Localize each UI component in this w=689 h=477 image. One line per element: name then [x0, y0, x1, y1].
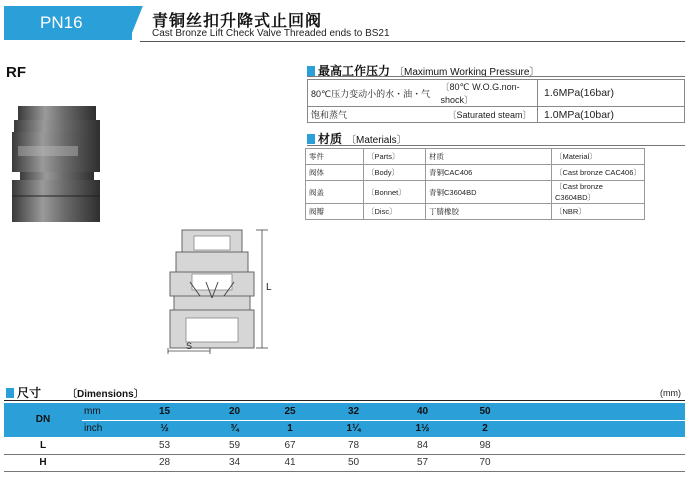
part-cell: 阀瓣 [306, 204, 364, 220]
inch-cell: ½ [122, 420, 207, 437]
dn-label: DN [4, 403, 82, 437]
section-marker-icon [6, 388, 14, 398]
model-code: RF [6, 64, 26, 81]
part-en-cell: 〔Bonnet〕 [364, 181, 426, 204]
pressure-divider [307, 76, 685, 77]
dimensions-title-zh: 尺寸 [17, 386, 42, 400]
l-cell: 67 [262, 437, 318, 454]
inch-cell: 1½ [389, 420, 456, 437]
part-cell: 阀体 [306, 165, 364, 181]
material-cell: 材质 [426, 149, 552, 165]
inch-cell: 2 [456, 420, 514, 437]
material-en-cell: 〔Cast bronze CAC406〕 [552, 165, 645, 181]
materials-title-zh: 材质 [318, 132, 343, 146]
l-cell: 98 [456, 437, 514, 454]
table-row [306, 149, 645, 165]
table-row [4, 437, 685, 454]
material-en-cell: 〔NBR〕 [552, 204, 645, 220]
dimensions-table [4, 403, 685, 472]
table-row [4, 403, 685, 420]
product-title: 青铜丝扣升降式止回阀 [152, 13, 323, 30]
pressure-value: 1.0MPa(10bar) [538, 107, 685, 123]
pressure-class-tab: PN16 [4, 6, 132, 40]
table-row [306, 165, 645, 181]
empty-cell [514, 420, 685, 437]
dimensions-divider [4, 400, 685, 401]
l-cell: 53 [122, 437, 207, 454]
h-cell: 50 [318, 454, 389, 471]
material-cell: 青铜CAC406 [426, 165, 552, 181]
pressure-value: 1.6MPa(16bar) [538, 80, 685, 107]
l-label: L [4, 437, 82, 454]
empty-cell [82, 437, 122, 454]
h-label: H [4, 454, 82, 471]
part-cell: 阀盖 [306, 181, 364, 204]
pressure-table [307, 79, 685, 123]
pressure-title-zh: 最高工作压力 [318, 64, 391, 78]
empty-cell [82, 454, 122, 471]
section-marker-icon [307, 134, 315, 144]
dimension-label-s: S [186, 341, 193, 351]
materials-table [305, 148, 645, 220]
product-subtitle: Cast Bronze Lift Check Valve Threaded ends to BS21 [152, 28, 390, 39]
l-cell: 78 [318, 437, 389, 454]
table-row [306, 181, 645, 204]
section-marker-icon [307, 66, 315, 76]
l-cell: 84 [389, 437, 456, 454]
table-row [4, 420, 685, 437]
unit-label: (mm) [660, 388, 681, 398]
inch-cell: 1¼ [318, 420, 389, 437]
table-row [308, 80, 685, 107]
mm-cell: 20 [207, 403, 262, 420]
material-cell: 青铜C3604BD [426, 181, 552, 204]
h-cell: 34 [207, 454, 262, 471]
valve-section-diagram [160, 222, 290, 362]
pressure-note: 〔80℃ W.O.G.non-shock〕 [438, 80, 538, 107]
dimension-label-l: L [266, 282, 272, 293]
empty-cell [514, 454, 685, 471]
inch-cell: 1 [262, 420, 318, 437]
mm-cell: 15 [122, 403, 207, 420]
material-cell: 丁腈橡胶 [426, 204, 552, 220]
part-cell: 零件 [306, 149, 364, 165]
valve-photo [6, 104, 106, 234]
dimensions-section-header [6, 384, 144, 401]
material-en-cell: 〔Material〕 [552, 149, 645, 165]
part-en-cell: 〔Parts〕 [364, 149, 426, 165]
table-row [4, 454, 685, 471]
pressure-desc: 80℃压力变动小的水・油・气 [308, 80, 438, 107]
pressure-title-en: 〔Maximum Working Pressure〕 [394, 67, 540, 78]
h-cell: 70 [456, 454, 514, 471]
material-en-cell: 〔Cast bronze C3604BD〕 [552, 181, 645, 204]
table-row [308, 107, 685, 123]
part-en-cell: 〔Disc〕 [364, 204, 426, 220]
pressure-note: 〔Saturated steam〕 [438, 107, 538, 123]
h-cell: 28 [122, 454, 207, 471]
part-en-cell: 〔Body〕 [364, 165, 426, 181]
inch-label: inch [82, 420, 122, 437]
empty-cell [514, 437, 685, 454]
dimensions-title-en: 〔Dimensions〕 [67, 389, 144, 400]
h-cell: 57 [389, 454, 456, 471]
materials-divider [307, 145, 685, 146]
inch-cell: ¾ [207, 420, 262, 437]
mm-cell: 32 [318, 403, 389, 420]
header-divider [140, 41, 685, 42]
l-cell: 59 [207, 437, 262, 454]
mm-label: mm [82, 403, 122, 420]
mm-cell: 40 [389, 403, 456, 420]
table-row [306, 204, 645, 220]
mm-cell: 50 [456, 403, 514, 420]
mm-cell: 25 [262, 403, 318, 420]
pressure-desc: 饱和蒸气 [308, 107, 438, 123]
materials-title-en: 〔Materials〕 [346, 135, 407, 146]
empty-cell [514, 403, 685, 420]
h-cell: 41 [262, 454, 318, 471]
